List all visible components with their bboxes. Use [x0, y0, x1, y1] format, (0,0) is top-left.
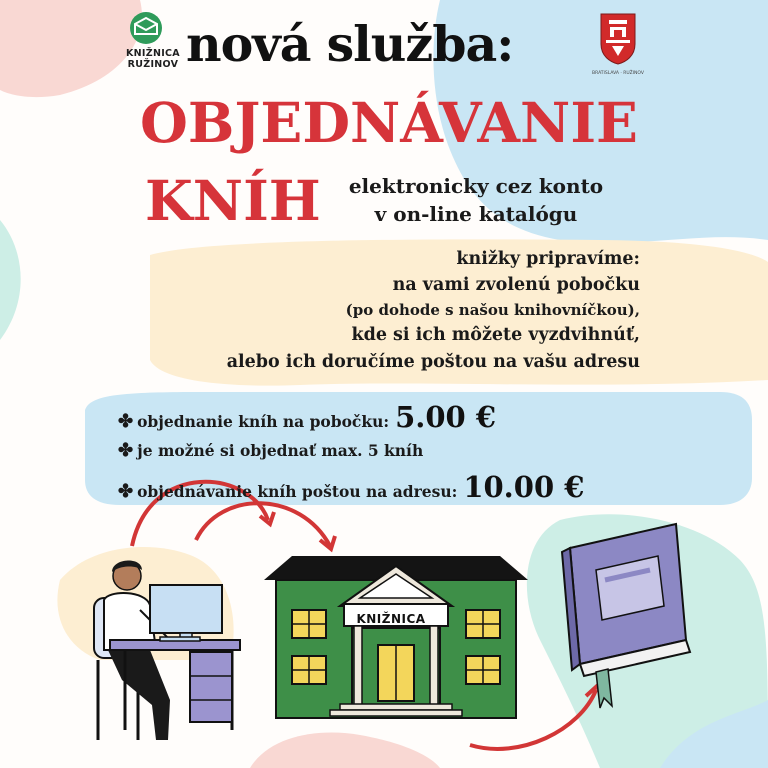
bullet-text: objednanie kníh na pobočku: [137, 412, 390, 431]
title-line1: OBJEDNÁVANIE [140, 90, 638, 155]
logo-line1: KNIŽNICA [126, 48, 180, 59]
clover-icon: ✤ [118, 481, 134, 502]
price: 5.00 € [395, 400, 497, 434]
prepare-line: alebo ich doručíme poštou na vašu adresu [226, 352, 640, 372]
subtitle [306, 172, 646, 228]
mint-blob-left [0, 220, 21, 340]
subtitle-line2: v on-line katalógu [374, 202, 578, 226]
price: 10.00 € [463, 470, 585, 504]
bullet-text: je možné si objednať max. 5 kníh [137, 441, 424, 460]
logo-line2: RUŽINOV [127, 59, 179, 70]
clover-icon: ✤ [118, 411, 134, 432]
svg-text:BRATISLAVA · RUŽINOV: BRATISLAVA · RUŽINOV [592, 71, 644, 76]
prepare-line: kde si ich môžete vyzdvihnúť, [351, 325, 640, 345]
library-sign: KNIŽNICA [356, 612, 426, 626]
bullet-item [118, 398, 496, 441]
prepare-line: (po dohode s našou knihovníčkou), [345, 301, 640, 319]
title-line2: KNÍH [145, 168, 321, 233]
bullet-item [118, 468, 584, 511]
headline: nová služba: [186, 15, 514, 73]
clover-icon: ✤ [118, 440, 134, 461]
prepare-info [150, 246, 640, 376]
library-building-illustration [264, 556, 528, 718]
bullet-text: objednávanie kníh poštou na adresu: [137, 482, 458, 501]
library-logo-text [118, 48, 188, 70]
library-logo-icon [130, 12, 162, 44]
pink-blob-bottom [250, 733, 440, 768]
subtitle-line1: elektronicky cez konto [348, 174, 604, 198]
prepare-line: knižky pripravíme: [456, 249, 640, 269]
bullet-item [118, 436, 423, 466]
prepare-line: na vami zvolenú pobočku [392, 275, 640, 295]
